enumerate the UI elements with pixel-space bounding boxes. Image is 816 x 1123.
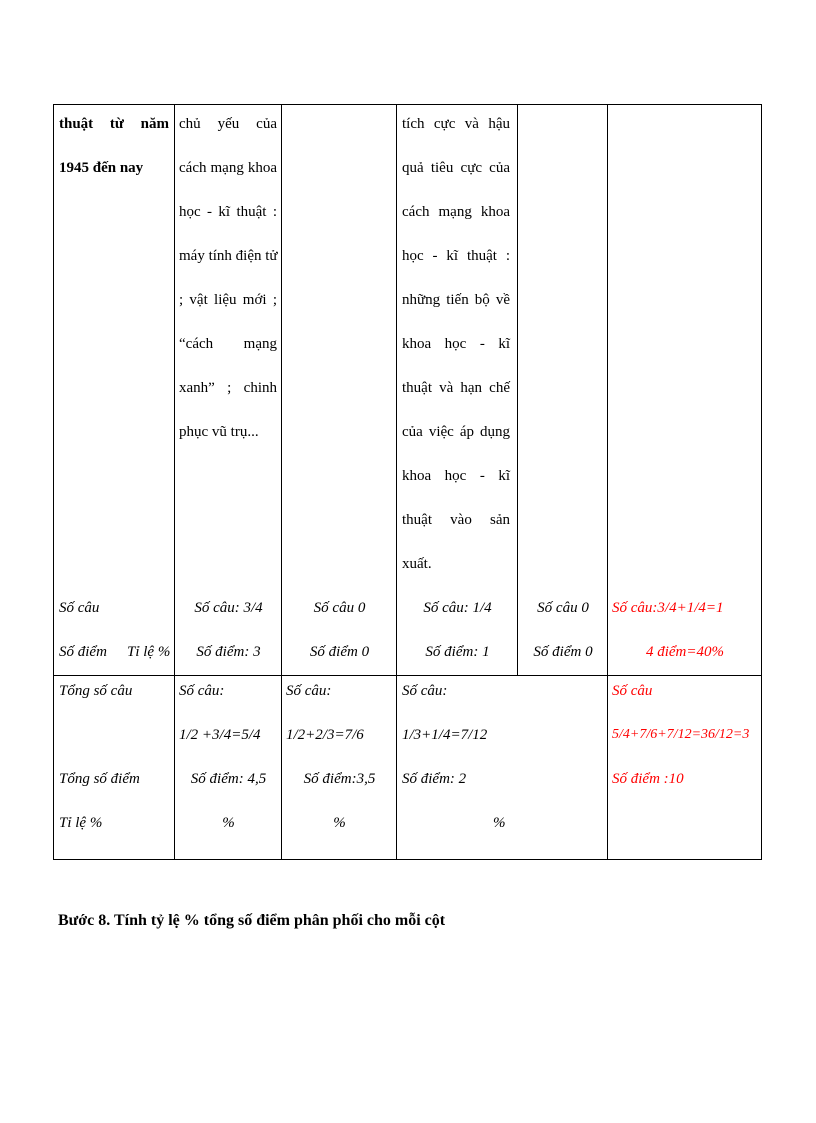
content-line: cách mạng khoa bbox=[179, 160, 277, 176]
step-heading: Bước 8. Tính tỷ lệ % tổng số điểm phân phối cho mỗi cột bbox=[58, 912, 446, 929]
content-line: chủ yếu của bbox=[179, 116, 277, 132]
content-line: học - kĩ thuật : bbox=[402, 248, 510, 264]
summary-label-percent: Tỉ lệ % bbox=[127, 644, 171, 660]
summary-questions: Số câu: 1/4 bbox=[423, 600, 492, 616]
totals-value: Số câu: bbox=[402, 683, 448, 699]
totals-value: 1/3+1/4=7/12 bbox=[402, 727, 488, 743]
summary-points: Số điểm: 3 bbox=[196, 644, 261, 660]
content-line: tích cực và hậu bbox=[402, 116, 510, 132]
content-line: “cách mạng bbox=[179, 336, 277, 352]
grand-total-value: 5/4+7/6+7/12=36/12=3 bbox=[612, 727, 750, 742]
grand-total-value: Số câu bbox=[612, 683, 653, 699]
totals-value: % bbox=[222, 815, 235, 831]
total-points: 4 điểm=40% bbox=[645, 644, 725, 660]
content-cell bbox=[175, 105, 282, 676]
topic-line: thuật từ năm bbox=[59, 116, 169, 132]
content-line: ; vật liệu mới ; bbox=[179, 292, 277, 308]
content-cell bbox=[282, 105, 397, 676]
totals-cell bbox=[282, 676, 397, 860]
totals-value: Số câu: bbox=[286, 683, 332, 699]
content-line: những tiến bộ về bbox=[402, 292, 510, 308]
summary-label-points: Số điểm bbox=[59, 644, 107, 660]
totals-value: Số điểm: 2 bbox=[402, 771, 467, 787]
content-line: thuật vào sản bbox=[402, 512, 510, 528]
totals-value: % bbox=[493, 815, 506, 831]
content-line: học - kĩ thuật : bbox=[179, 204, 277, 220]
totals-label: Tổng số điểm bbox=[59, 771, 140, 787]
content-line: của việc áp dụng bbox=[402, 424, 510, 440]
totals-value: 1/2 +3/4=5/4 bbox=[179, 727, 261, 743]
summary-questions: Số câu: 3/4 bbox=[194, 600, 263, 616]
table-row bbox=[54, 105, 762, 676]
summary-questions: Số câu 0 bbox=[537, 600, 589, 616]
grand-total-cell bbox=[608, 676, 762, 860]
content-line: xanh” ; chinh bbox=[179, 380, 277, 396]
content-line: cách mạng khoa bbox=[402, 204, 510, 220]
matrix-table bbox=[53, 104, 762, 860]
grand-total-value: Số điểm :10 bbox=[612, 771, 684, 787]
content-line: khoa học - kĩ bbox=[402, 468, 510, 484]
totals-value: Số câu: bbox=[179, 683, 225, 699]
totals-value: 1/2+2/3=7/6 bbox=[286, 727, 364, 743]
content-cell bbox=[397, 105, 518, 676]
totals-value: Số điểm: 4,5 bbox=[190, 771, 267, 787]
table-row bbox=[54, 676, 762, 860]
summary-points: Số điểm: 1 bbox=[425, 644, 490, 660]
content-cell bbox=[518, 105, 608, 676]
content-line: quả tiêu cực của bbox=[402, 160, 510, 176]
totals-cell bbox=[397, 676, 608, 860]
content-line: máy tính điện tử bbox=[179, 248, 278, 264]
content-line: khoa học - kĩ bbox=[402, 336, 510, 352]
content-line: phục vũ trụ... bbox=[179, 424, 259, 440]
content-line: xuất. bbox=[402, 556, 432, 572]
summary-label-questions: Số câu bbox=[59, 600, 100, 616]
totals-label-cell bbox=[54, 676, 175, 860]
topic-line: 1945 đến nay bbox=[59, 160, 144, 176]
total-cell bbox=[608, 105, 762, 676]
summary-points: Số điểm 0 bbox=[533, 644, 593, 660]
total-questions: Số câu:3/4+1/4=1 bbox=[612, 600, 724, 616]
totals-value: % bbox=[333, 815, 346, 831]
content-line: thuật và hạn chế bbox=[402, 380, 510, 396]
totals-cell bbox=[175, 676, 282, 860]
totals-label: Tổng số câu bbox=[59, 683, 133, 699]
summary-points: Số điểm 0 bbox=[309, 644, 370, 660]
summary-questions: Số câu 0 bbox=[313, 600, 366, 616]
topic-cell bbox=[54, 105, 175, 676]
totals-value: Số điểm:3,5 bbox=[303, 771, 376, 787]
totals-label: Tỉ lệ % bbox=[59, 815, 103, 831]
